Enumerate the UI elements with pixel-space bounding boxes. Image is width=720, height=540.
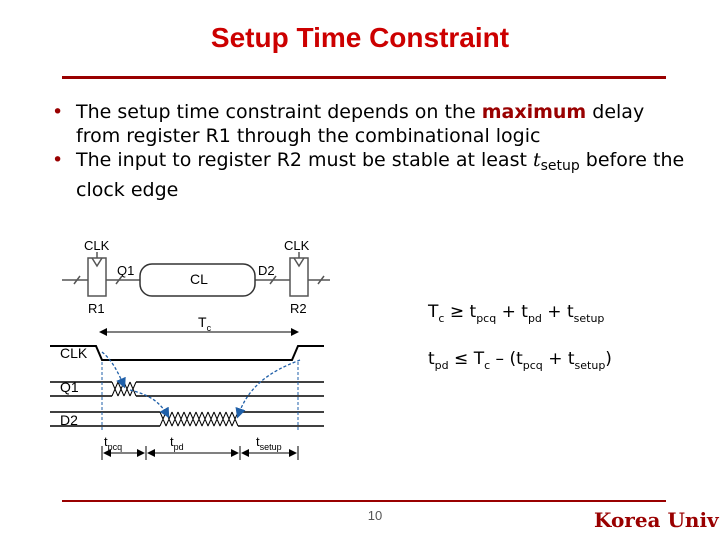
eq-term: t	[428, 349, 435, 369]
r2-label: R2	[290, 301, 307, 316]
eq-subscript: setup	[574, 359, 606, 372]
eq-term: t	[567, 349, 575, 369]
register-r2	[290, 258, 308, 296]
eq-term: t	[566, 302, 574, 322]
eq-term: t	[521, 302, 528, 322]
eq-operator: +	[541, 302, 567, 322]
d2-label: D2	[258, 263, 275, 278]
eq-subscript: pd	[434, 359, 449, 372]
clk-to-q1-arrow	[102, 352, 124, 386]
eq-term: t	[469, 302, 477, 322]
eq-operator: +	[542, 349, 568, 369]
bullet-text: before the clock edge	[76, 149, 685, 201]
eq-operator: )	[605, 349, 612, 369]
bullet-dot-icon: •	[52, 101, 64, 123]
setup-equation	[428, 302, 604, 325]
d2-waveform	[50, 412, 324, 426]
slide-title: Setup Time Constraint	[210, 22, 510, 53]
clk-waveform	[50, 346, 324, 360]
r1-label: R1	[88, 301, 105, 316]
eq-term: T	[428, 302, 439, 322]
wave-d2-label: D2	[60, 412, 78, 428]
bullet-text: The setup time constraint depends on the	[76, 101, 482, 123]
q1-label: Q1	[117, 263, 135, 278]
tsetup-label: $t_{setup}$	[256, 434, 282, 452]
variable-text: t	[532, 149, 541, 171]
eq-subscript: pcq	[476, 312, 497, 325]
wave-q1-label: Q1	[60, 379, 79, 395]
eq-term: T	[473, 349, 485, 369]
footer-divider	[62, 500, 666, 502]
clk-to-d2-arrow	[238, 360, 300, 416]
causality-arrows	[102, 352, 300, 416]
clk-label-right: CLK	[284, 238, 310, 253]
eq-operator: ≥	[444, 302, 470, 322]
eq-subscript: c	[438, 312, 445, 325]
q1-waveform	[50, 382, 324, 396]
tpd-label: $t_{pd}$	[170, 434, 184, 452]
emphasis-text: maximum	[481, 101, 587, 123]
register-r1	[88, 258, 106, 296]
variable-subscript: setup	[540, 158, 580, 174]
eq-term: t	[516, 349, 523, 369]
wave-clk-label: CLK	[60, 345, 88, 361]
eq-operator: +	[496, 302, 522, 322]
eq-subscript: setup	[573, 312, 605, 325]
clk-label-left: CLK	[84, 238, 110, 253]
eq-subscript: pcq	[522, 359, 543, 372]
eq-operator: – (	[490, 349, 517, 369]
eq-subscript: c	[484, 359, 491, 372]
tpcq-label: $t_{pcq}$	[104, 434, 123, 452]
bullet-text: The input to register R2 must be stable at least	[76, 149, 533, 171]
tc-label: $T_c$	[198, 314, 212, 333]
eq-subscript: pd	[527, 312, 542, 325]
tpd-equation	[428, 349, 612, 372]
bullet-text: delay from register R1 through the combinational logic	[76, 101, 645, 147]
eq-operator: ≤	[448, 349, 474, 369]
page-number: 10	[367, 508, 383, 523]
bullet-dot-icon: •	[52, 149, 64, 171]
cl-label: CL	[190, 271, 208, 287]
university-brand: Korea Univ	[594, 508, 719, 532]
